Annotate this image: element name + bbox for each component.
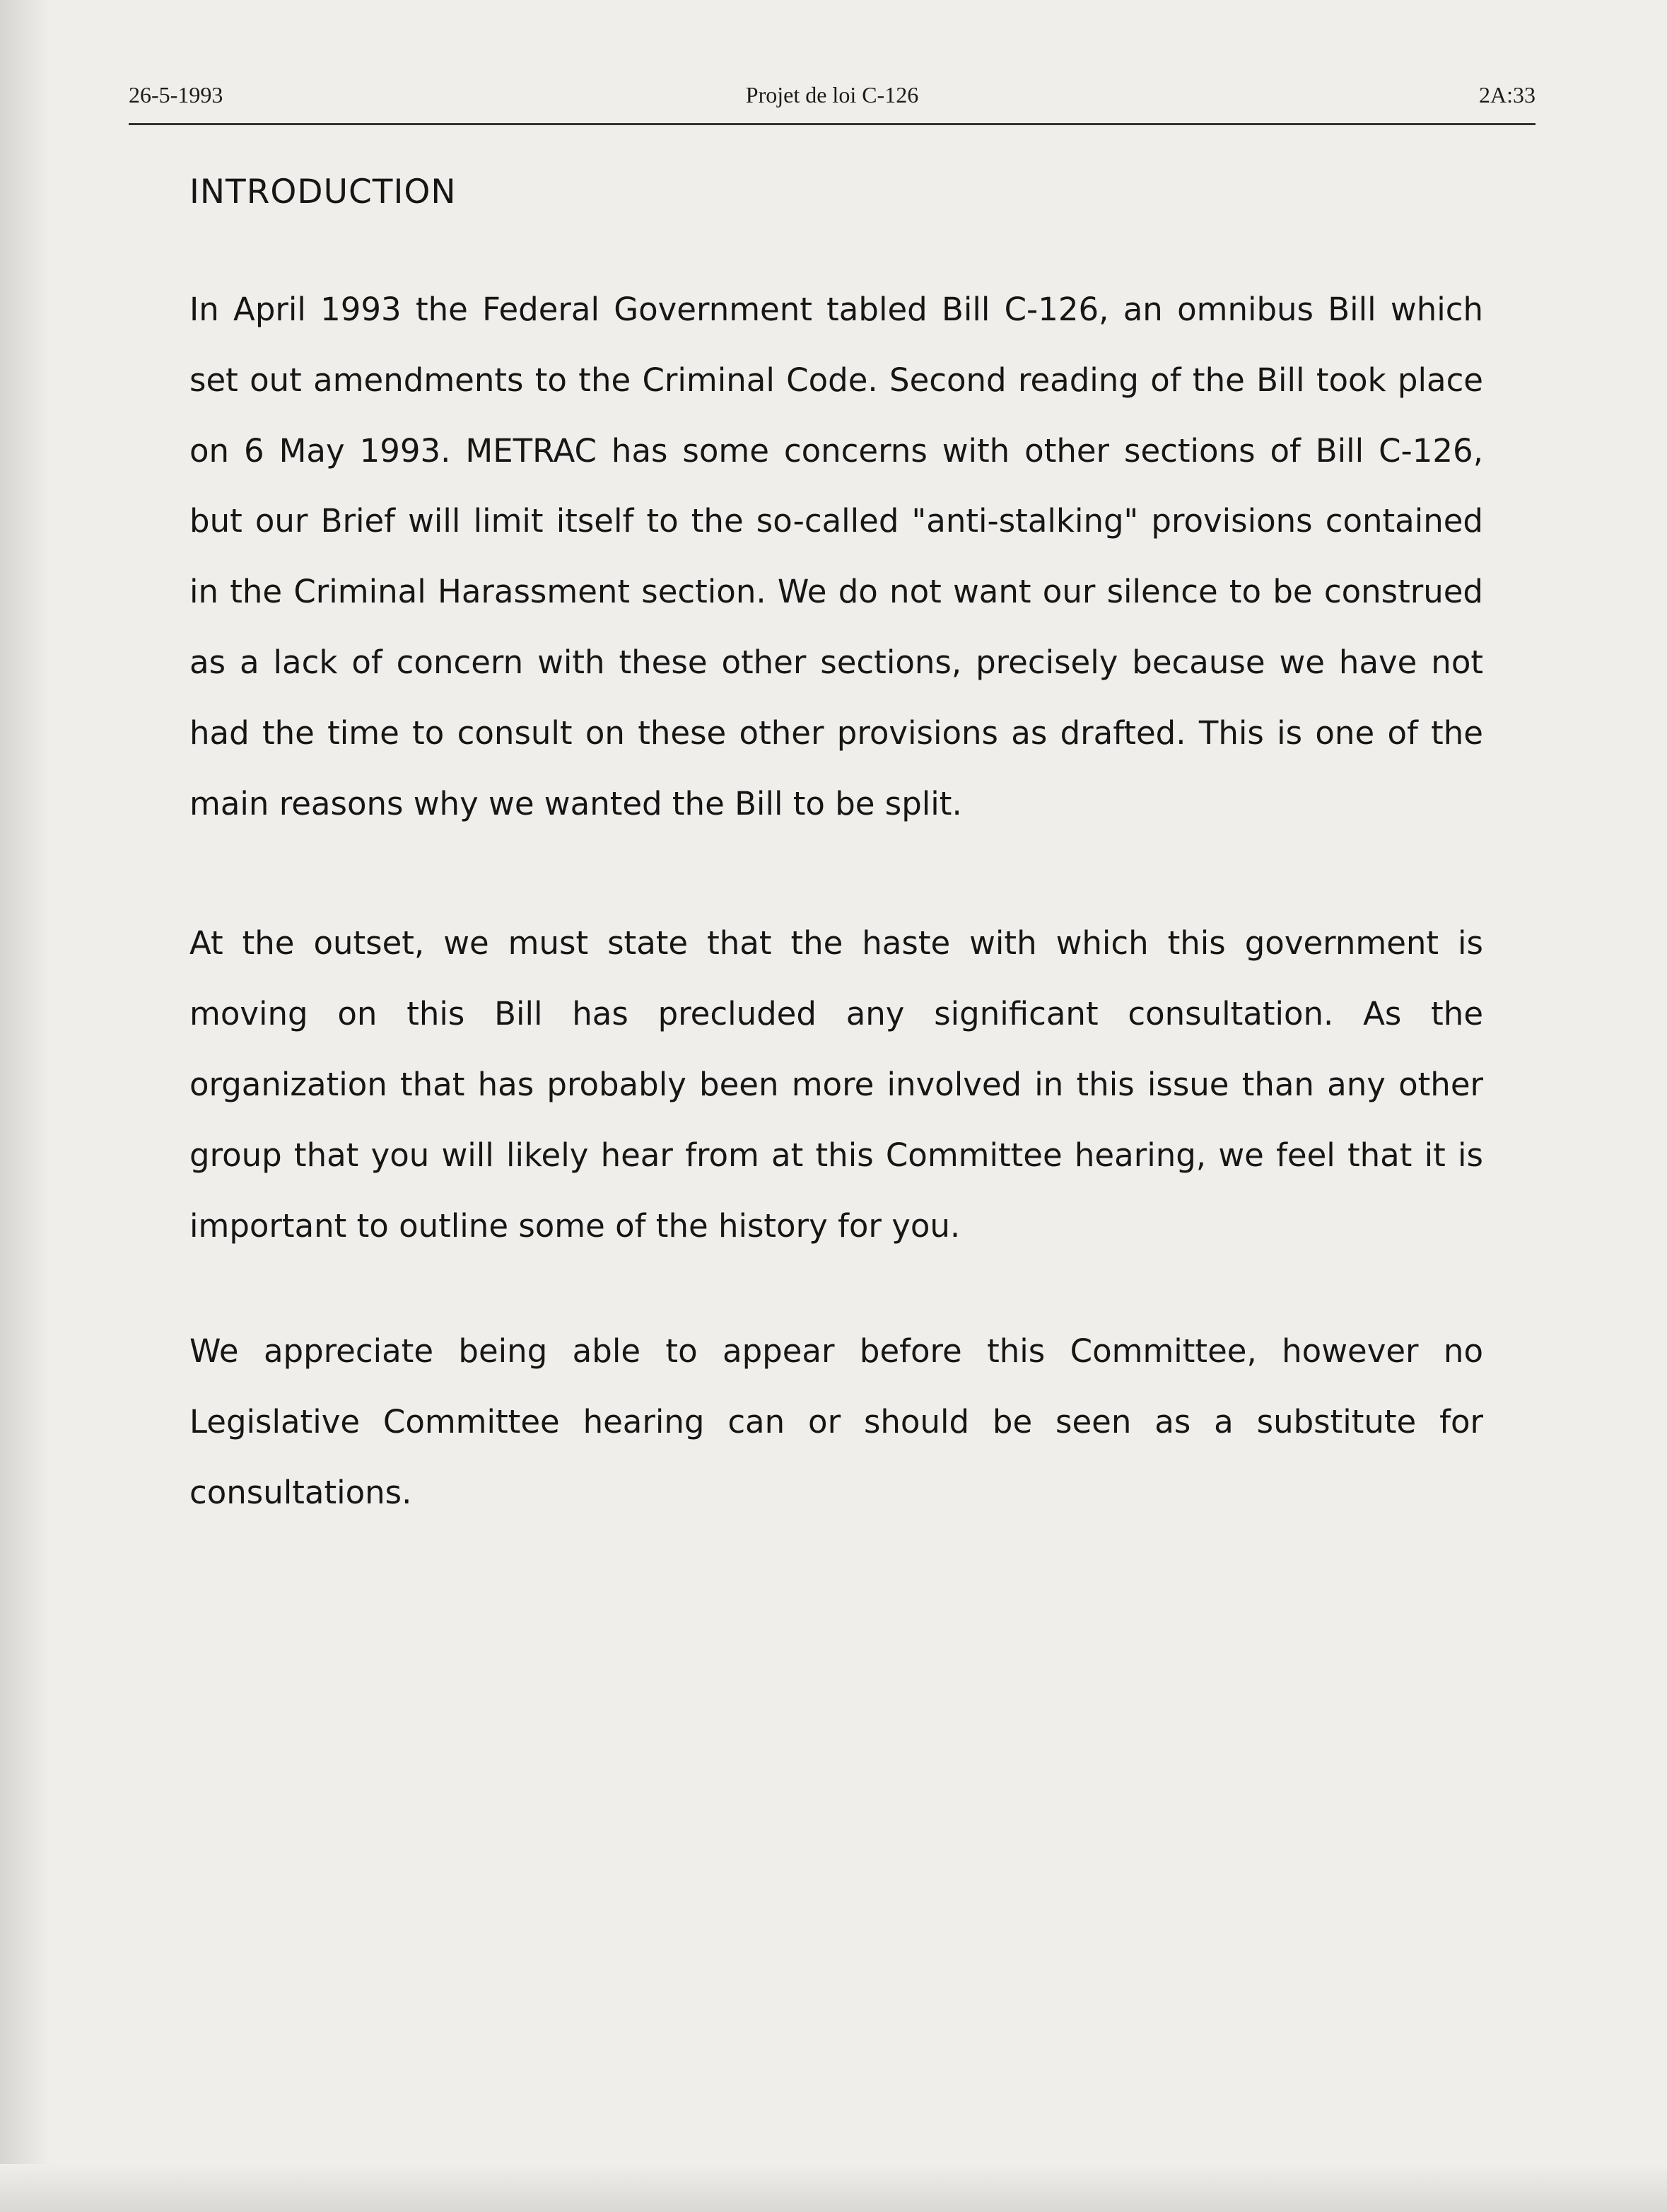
header-page-number: 2A:33 bbox=[1479, 82, 1536, 107]
section-heading: INTRODUCTION bbox=[189, 173, 457, 211]
paragraph-introduction: In April 1993 the Federal Government tabled Bill C-126, an omnibus Bill which set out amendments to the Criminal Code. Second reading of the Bill took place on 6 May 1993. METRAC has some concerns with other sections of Bill C-126, but our Brief will limit itself to the so-called "anti-stalking" provisions contained in the Criminal Harassment section. We do not want our silence to be construed as a lack of concern with these other sections, precisely because we have not had the time to consult on these other provisions as drafted. This is one of the main reasons why we wanted the Bill to be split. bbox=[189, 291, 1483, 822]
header-date: 26-5-1993 bbox=[129, 82, 223, 107]
bottom-edge-shadow bbox=[0, 2164, 1667, 2212]
page-header bbox=[129, 79, 1536, 125]
paragraph-outset: At the outset, we must state that the haste with which this government is moving on this Bill has precluded any significant consultation. As the organization that has probably been more involved in this issue than any other group that you will likely hear from at this Committee hearing, we feel that it is important to outline some of the history for you. bbox=[189, 924, 1483, 1245]
paragraph-appreciation: We appreciate being able to appear before this Committee, however no Legislative Committee hearing can or should be seen as a substitute for consultations. bbox=[189, 1332, 1483, 1511]
document-body bbox=[189, 171, 1483, 1528]
binding-shadow bbox=[0, 0, 49, 2212]
header-title: Projet de loi C-126 bbox=[745, 82, 919, 107]
